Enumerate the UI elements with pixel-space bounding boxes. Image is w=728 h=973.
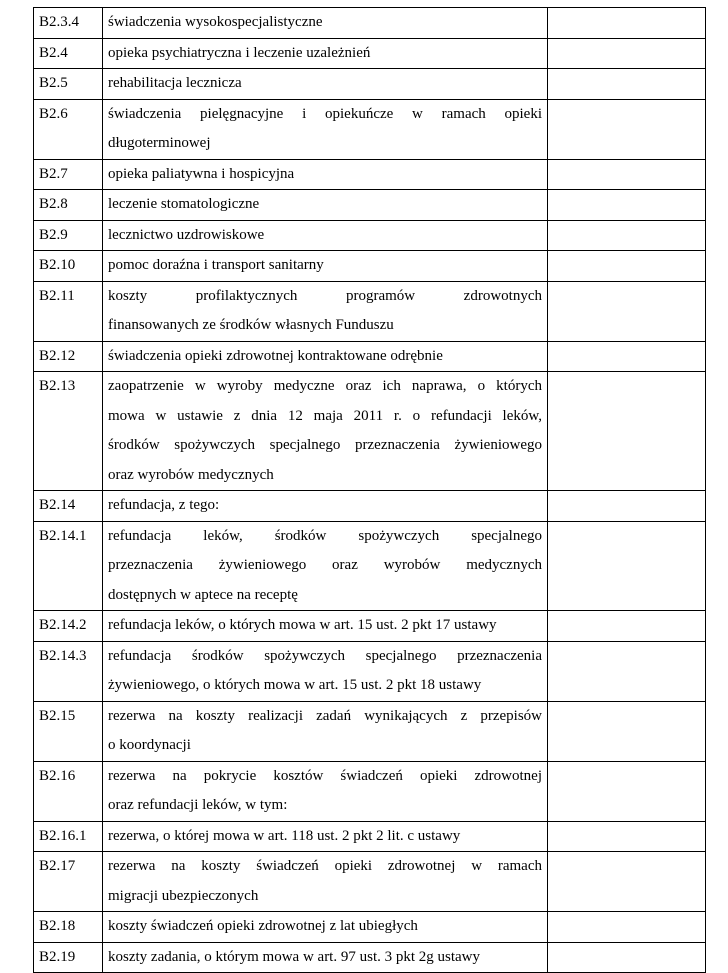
row-description — [103, 852, 548, 912]
description-line: finansowanych ze środków własnych Funduszu — [108, 317, 394, 333]
row-description — [103, 641, 548, 701]
row-value-cell — [548, 701, 706, 761]
row-value-cell — [548, 761, 706, 821]
row-description — [103, 912, 548, 943]
description-line: dostępnych w aptece na receptę — [108, 586, 298, 603]
row-description — [103, 251, 548, 282]
row-description — [103, 341, 548, 372]
table-row — [34, 521, 706, 611]
row-value-cell — [548, 190, 706, 221]
budget-table — [33, 7, 706, 973]
table-row — [34, 8, 706, 39]
row-code: B2.14.1 — [34, 521, 103, 611]
row-description — [103, 159, 548, 190]
row-value-cell — [548, 641, 706, 701]
description-line: refundacja, z tego: — [108, 497, 220, 513]
table-row — [34, 761, 706, 821]
row-value-cell — [548, 942, 706, 973]
row-value-cell — [548, 8, 706, 39]
description-line: rezerwa, o której mowa w art. 118 ust. 2 pkt 2 lit. c ustawy — [108, 827, 461, 844]
row-value-cell — [548, 69, 706, 100]
row-description — [103, 491, 548, 522]
description-line: rehabilitacja lecznicza — [108, 75, 242, 91]
row-code: B2.17 — [34, 852, 103, 912]
row-description — [103, 761, 548, 821]
row-description — [103, 220, 548, 251]
row-code: B2.11 — [34, 281, 103, 341]
description-line: żywieniowego, o których mowa w art. 15 ust. 2 pkt 18 ustawy — [108, 677, 482, 693]
row-value-cell — [548, 611, 706, 642]
row-value-cell — [548, 38, 706, 69]
row-description — [103, 8, 548, 39]
table-row — [34, 912, 706, 943]
table-row — [34, 491, 706, 522]
row-code: B2.7 — [34, 159, 103, 190]
description-line: opieka psychiatryczna i leczenie uzależnień — [108, 44, 371, 61]
row-code: B2.14.3 — [34, 641, 103, 701]
row-code: B2.15 — [34, 701, 103, 761]
row-value-cell — [548, 251, 706, 282]
row-code: B2.14.2 — [34, 611, 103, 642]
row-value-cell — [548, 341, 706, 372]
row-value-cell — [548, 912, 706, 943]
row-code: B2.9 — [34, 220, 103, 251]
table-row — [34, 190, 706, 221]
description-line: rezerwa na pokrycie kosztów świadczeń opieki zdrowotnej — [108, 767, 542, 784]
description-line: pomoc doraźna i transport sanitarny — [108, 257, 324, 273]
row-code: B2.10 — [34, 251, 103, 282]
row-value-cell — [548, 159, 706, 190]
description-line: świadczenia opieki zdrowotnej kontraktowane odrębnie — [108, 347, 443, 364]
table-row — [34, 611, 706, 642]
table-row — [34, 159, 706, 190]
row-value-cell — [548, 99, 706, 159]
row-value-cell — [548, 491, 706, 522]
description-line: rezerwa na koszty realizacji zadań wynikających z przepisów — [108, 707, 542, 724]
row-description — [103, 69, 548, 100]
description-line: środków spożywczych specjalnego przeznaczenia żywieniowego — [108, 437, 542, 453]
description-line: refundacja środków spożywczych specjalnego przeznaczenia — [108, 647, 542, 664]
description-line: koszty profilaktycznych programów zdrowotnych — [108, 287, 542, 304]
description-line: długoterminowej — [108, 135, 211, 151]
row-value-cell — [548, 521, 706, 611]
row-description — [103, 521, 548, 611]
row-description — [103, 701, 548, 761]
row-description — [103, 99, 548, 159]
row-description — [103, 281, 548, 341]
budget-table-body — [34, 8, 706, 973]
description-line: migracji ubezpieczonych — [108, 887, 259, 904]
description-line: refundacja leków, o których mowa w art. 15 ust. 2 pkt 17 ustawy — [108, 617, 497, 633]
row-value-cell — [548, 821, 706, 852]
row-code: B2.8 — [34, 190, 103, 221]
row-code: B2.6 — [34, 99, 103, 159]
row-description — [103, 372, 548, 491]
description-line: opieka paliatywna i hospicyjna — [108, 165, 295, 182]
row-code: B2.12 — [34, 341, 103, 372]
table-row — [34, 641, 706, 701]
row-value-cell — [548, 372, 706, 491]
table-row — [34, 942, 706, 973]
description-line: zaopatrzenie w wyroby medyczne oraz ich naprawa, o których — [108, 378, 542, 394]
table-row — [34, 281, 706, 341]
description-line: mowa w ustawie z dnia 12 maja 2011 r. o refundacji leków, — [108, 407, 542, 424]
row-value-cell — [548, 852, 706, 912]
row-code: B2.13 — [34, 372, 103, 491]
row-description — [103, 942, 548, 973]
description-line: świadczenia pielęgnacyjne i opiekuńcze w ramach opieki — [108, 105, 542, 122]
row-description — [103, 38, 548, 69]
row-code: B2.18 — [34, 912, 103, 943]
table-row — [34, 852, 706, 912]
table-row — [34, 69, 706, 100]
table-row — [34, 821, 706, 852]
row-value-cell — [548, 220, 706, 251]
table-row — [34, 251, 706, 282]
description-line: rezerwa na koszty świadczeń opieki zdrowotnej w ramach — [108, 858, 542, 874]
row-code: B2.14 — [34, 491, 103, 522]
table-row — [34, 220, 706, 251]
row-description — [103, 190, 548, 221]
row-code: B2.16.1 — [34, 821, 103, 852]
row-code: B2.16 — [34, 761, 103, 821]
description-line: oraz refundacji leków, w tym: — [108, 797, 288, 813]
table-row — [34, 701, 706, 761]
description-line: refundacja leków, środków spożywczych specjalnego — [108, 527, 542, 544]
row-description — [103, 821, 548, 852]
table-row — [34, 38, 706, 69]
row-code: B2.4 — [34, 38, 103, 69]
description-line: lecznictwo uzdrowiskowe — [108, 226, 265, 243]
description-line: o koordynacji — [108, 737, 191, 753]
description-line: koszty świadczeń opieki zdrowotnej z lat ubiegłych — [108, 918, 418, 934]
row-code: B2.5 — [34, 69, 103, 100]
row-code: B2.19 — [34, 942, 103, 973]
row-description — [103, 611, 548, 642]
description-line: koszty zadania, o którym mowa w art. 97 ust. 3 pkt 2g ustawy — [108, 948, 481, 965]
description-line: leczenie stomatologiczne — [108, 196, 260, 212]
row-code: B2.3.4 — [34, 8, 103, 39]
table-row — [34, 372, 706, 491]
description-line: przeznaczenia żywieniowego oraz wyrobów medycznych — [108, 557, 542, 573]
table-row — [34, 341, 706, 372]
table-row — [34, 99, 706, 159]
row-value-cell — [548, 281, 706, 341]
description-line: świadczenia wysokospecjalistyczne — [108, 14, 323, 30]
description-line: oraz wyrobów medycznych — [108, 466, 274, 483]
